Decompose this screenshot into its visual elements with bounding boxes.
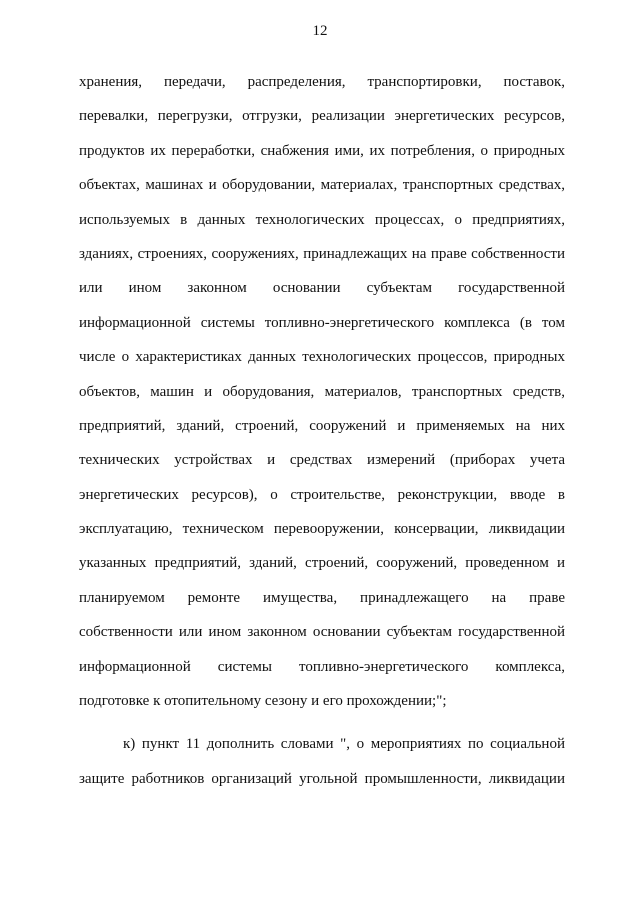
text-line: используемых в данных технологических процессах, о предприятиях, — [79, 211, 565, 228]
text-line: перевалки, перегрузки, отгрузки, реализации энергетических ресурсов, — [79, 108, 565, 125]
text-line: числе о характеристиках данных технологических процессов, природных — [79, 349, 565, 366]
paragraph-1 — [79, 71, 565, 724]
text-line: объектов, машин и оборудования, материалов, транспортных средств, — [79, 383, 565, 400]
text-line: подготовке к отопительному сезону и его прохождении;"; — [79, 693, 447, 710]
document-body — [79, 71, 565, 802]
text-line: зданиях, строениях, сооружениях, принадлежащих на праве собственности — [79, 245, 565, 262]
text-line: эксплуатацию, техническом перевооружении, консервации, ликвидации — [79, 521, 565, 538]
text-line: собственности или ином законном основании субъектам государственной — [79, 624, 565, 641]
text-line: предприятий, зданий, строений, сооружений и применяемых на них — [79, 417, 565, 434]
text-line: защите работников организаций угольной промышленности, ликвидации — [79, 770, 565, 787]
paragraph-gap — [79, 724, 565, 733]
text-line: указанных предприятий, зданий, строений, сооружений, проведенном и — [79, 555, 565, 572]
text-line: информационной системы топливно-энергетического комплекса (в том — [79, 314, 565, 331]
text-line: технических устройствах и средствах измерений (приборах учета — [79, 452, 565, 469]
text-line: или ином законном основании субъектам государственной — [79, 280, 565, 297]
paragraph-2 — [79, 733, 565, 802]
text-line: объектах, машинах и оборудовании, материалах, транспортных средствах, — [79, 177, 565, 194]
text-line: энергетических ресурсов), о строительстве, реконструкции, вводе в — [79, 486, 565, 503]
text-line: планируемом ремонте имущества, принадлежащего на праве — [79, 589, 565, 606]
page-number: 12 — [312, 23, 328, 39]
text-line: к) пункт 11 дополнить словами ", о мероприятиях по социальной — [123, 736, 565, 753]
text-line: информационной системы топливно-энергетического комплекса, — [79, 658, 565, 675]
text-line: хранения, передачи, распределения, транспортировки, поставок, — [79, 74, 565, 90]
text-line: продуктов их переработки, снабжения ими, их потребления, о природных — [79, 142, 565, 159]
